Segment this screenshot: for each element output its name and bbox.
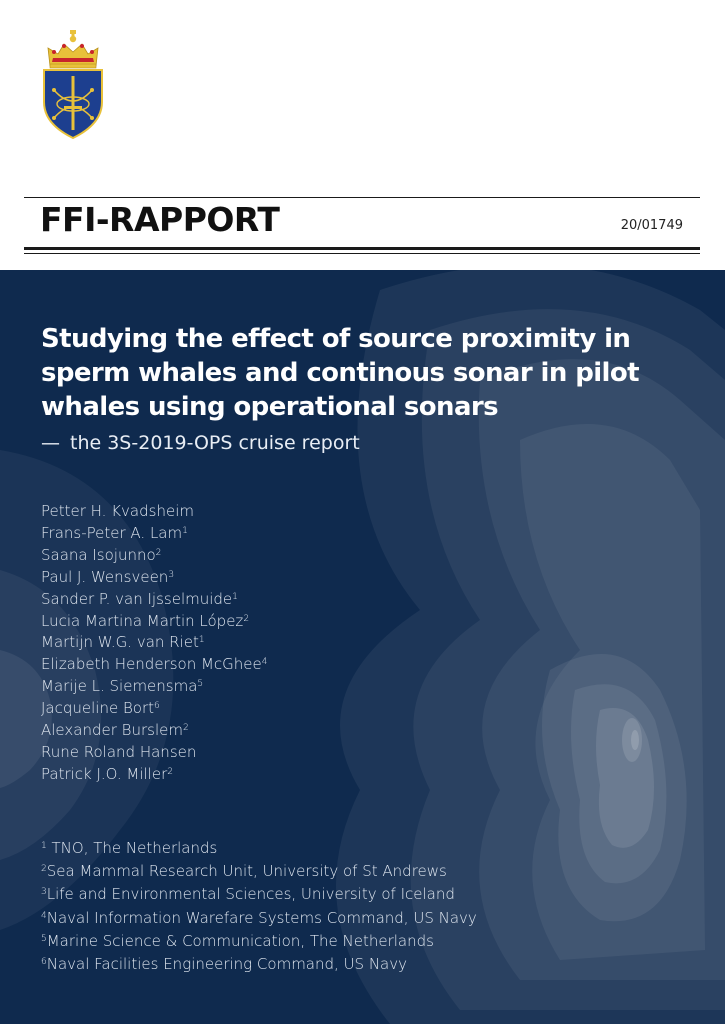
author-affiliation-marker: 6 <box>154 701 160 712</box>
author-affiliation-marker: 1 <box>232 591 238 602</box>
author-name: Jacqueline Bort <box>41 699 155 718</box>
affiliation-item <box>41 860 477 883</box>
author-list <box>41 501 268 786</box>
author-item <box>41 654 268 676</box>
affiliation-text: Naval Information Warefare Systems Command, US Navy <box>46 908 477 927</box>
author-item <box>41 720 268 742</box>
armed-forces-crest-icon <box>40 30 106 140</box>
report-number: 20/01749 <box>620 218 683 233</box>
author-affiliation-marker: 5 <box>197 679 204 690</box>
author-name: Marije L. Siemensma <box>41 677 198 696</box>
author-item <box>41 545 268 567</box>
affiliation-marker: 5 <box>41 933 47 944</box>
affiliation-list <box>41 837 477 976</box>
affiliation-item <box>41 883 477 906</box>
header-top-rule <box>24 197 700 198</box>
author-item <box>41 698 268 720</box>
author-affiliation-marker: 1 <box>182 525 188 536</box>
author-affiliation-marker: 3 <box>168 569 175 580</box>
subtitle-text: the 3S-2019-OPS cruise report <box>70 432 360 454</box>
affiliation-marker: 1 <box>41 841 47 851</box>
cover-panel <box>0 270 725 1024</box>
author-name: Paul J. Wensveen <box>41 567 169 586</box>
author-name: Patrick J.O. Miller <box>41 764 168 783</box>
author-affiliation-marker: 4 <box>261 657 268 668</box>
author-name: Alexander Burslem <box>41 721 183 740</box>
affiliation-marker: 3 <box>41 887 47 898</box>
author-item <box>41 632 268 654</box>
header-bottom-rule <box>24 247 700 250</box>
affiliation-text: TNO, The Netherlands <box>46 839 218 857</box>
affiliation-marker: 4 <box>41 910 47 921</box>
author-item <box>41 523 268 545</box>
author-affiliation-marker: 2 <box>167 766 173 777</box>
affiliation-item <box>41 837 477 860</box>
affiliation-text: Life and Environmental Sciences, University of Iceland <box>46 885 455 904</box>
affiliation-text: Marine Science & Communication, The Netherlands <box>46 931 434 950</box>
author-affiliation-marker: 2 <box>243 613 250 624</box>
author-affiliation-marker: 2 <box>155 547 162 558</box>
author-name: Petter H. Kvadsheim <box>41 502 194 520</box>
author-item <box>41 764 268 786</box>
author-name: Lucia Martina Martin López <box>41 611 244 630</box>
header-bottom-thin-rule <box>24 253 700 254</box>
report-type-label: FFI-RAPPORT <box>40 200 280 239</box>
author-affiliation-marker: 1 <box>198 635 205 646</box>
affiliation-marker: 6 <box>41 957 47 968</box>
author-item <box>41 676 268 698</box>
author-name: Sander P. van Ijsselmuide <box>41 589 233 608</box>
author-name: Saana Isojunno <box>41 545 156 564</box>
subtitle-dash: — <box>41 432 60 454</box>
author-affiliation-marker: 2 <box>182 723 189 734</box>
author-item <box>41 567 268 589</box>
author-item <box>41 501 268 523</box>
affiliation-marker: 2 <box>41 864 47 875</box>
affiliation-item <box>41 930 477 953</box>
affiliation-text: Sea Mammal Research Unit, University of St Andrews <box>46 862 447 881</box>
author-item <box>41 589 268 611</box>
affiliation-text: Naval Facilities Engineering Command, US Navy <box>46 955 407 974</box>
affiliation-item <box>41 907 477 930</box>
report-subtitle <box>41 432 360 454</box>
author-item <box>41 611 268 633</box>
author-name: Rune Roland Hansen <box>41 742 197 761</box>
affiliation-item <box>41 953 477 976</box>
author-name: Frans-Peter A. Lam <box>41 523 183 542</box>
author-name: Elizabeth Henderson McGhee <box>41 655 262 674</box>
author-name: Martijn W.G. van Riet <box>41 633 199 652</box>
report-title: Studying the effect of source proximity in sperm whales and continous sonar in pilot whales using operational sonars <box>41 324 639 422</box>
author-item <box>41 742 268 764</box>
